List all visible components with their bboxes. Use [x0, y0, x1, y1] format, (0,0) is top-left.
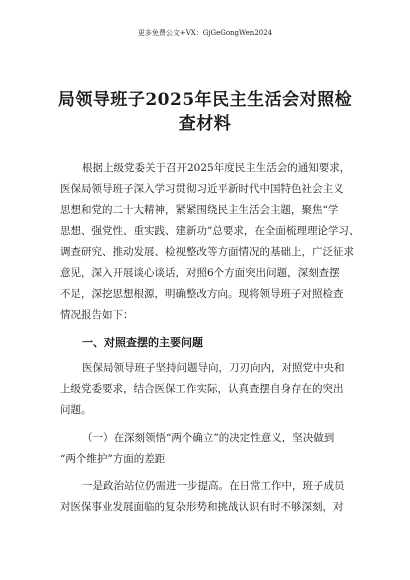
intro-line: 意见，深入开展谈心谈话，对照6个方面突出问题，深刻查摆: [60, 267, 340, 279]
title-line: 查材料: [178, 114, 232, 134]
subsection-heading: （一）在深刻领悟“两个确立”的决定性意义，坚决做到: [82, 432, 335, 444]
intro-line: 根据上级党委关于召开2025年度民主生活会的通知要求，: [82, 162, 351, 174]
header-note: 更多免费公文+VX：GjGeGongWen2024: [137, 29, 273, 37]
paragraph-line: 一是政治站位仍需进一步提高。在日常工作中，班子成员: [82, 480, 345, 492]
intro-line: 不足，深挖思想根源，明确整改方向。现将领导班子对照检查: [60, 288, 344, 300]
subsection-heading: “两个维护”方面的差距: [60, 453, 166, 465]
intro-line: 医保局领导班子深入学习贯彻习近平新时代中国特色社会主义: [60, 183, 344, 195]
document-title: [40, 88, 370, 136]
section-line: 医保局领导班子坚持问题导向，刀刃向内，对照党中央和: [82, 362, 345, 374]
section-line: 上级党委要求，结合医保工作实际，认真查摆自身存在的突出: [60, 383, 344, 395]
paragraph-line: 对医保事业发展面临的复杂形势和挑战认识有时不够深刻，对: [60, 501, 344, 513]
intro-line: 思想、强党性、重实践、建新功”总要求，在全面梳理理论学习、: [60, 225, 360, 237]
intro-line: 思想和党的二十大精神，紧紧围绕民主生活会主题，聚焦“学: [60, 204, 339, 216]
section-line: 问题。: [60, 404, 92, 416]
title-line: 局领导班子2025年民主生活会对照检: [57, 90, 353, 110]
intro-line: 情况报告如下：: [60, 309, 134, 321]
section-heading: 一、对照查摆的主要问题: [82, 336, 203, 349]
intro-line: 调查研究、推动发展、检视整改等方面情况的基础上，广泛征求: [60, 246, 354, 258]
